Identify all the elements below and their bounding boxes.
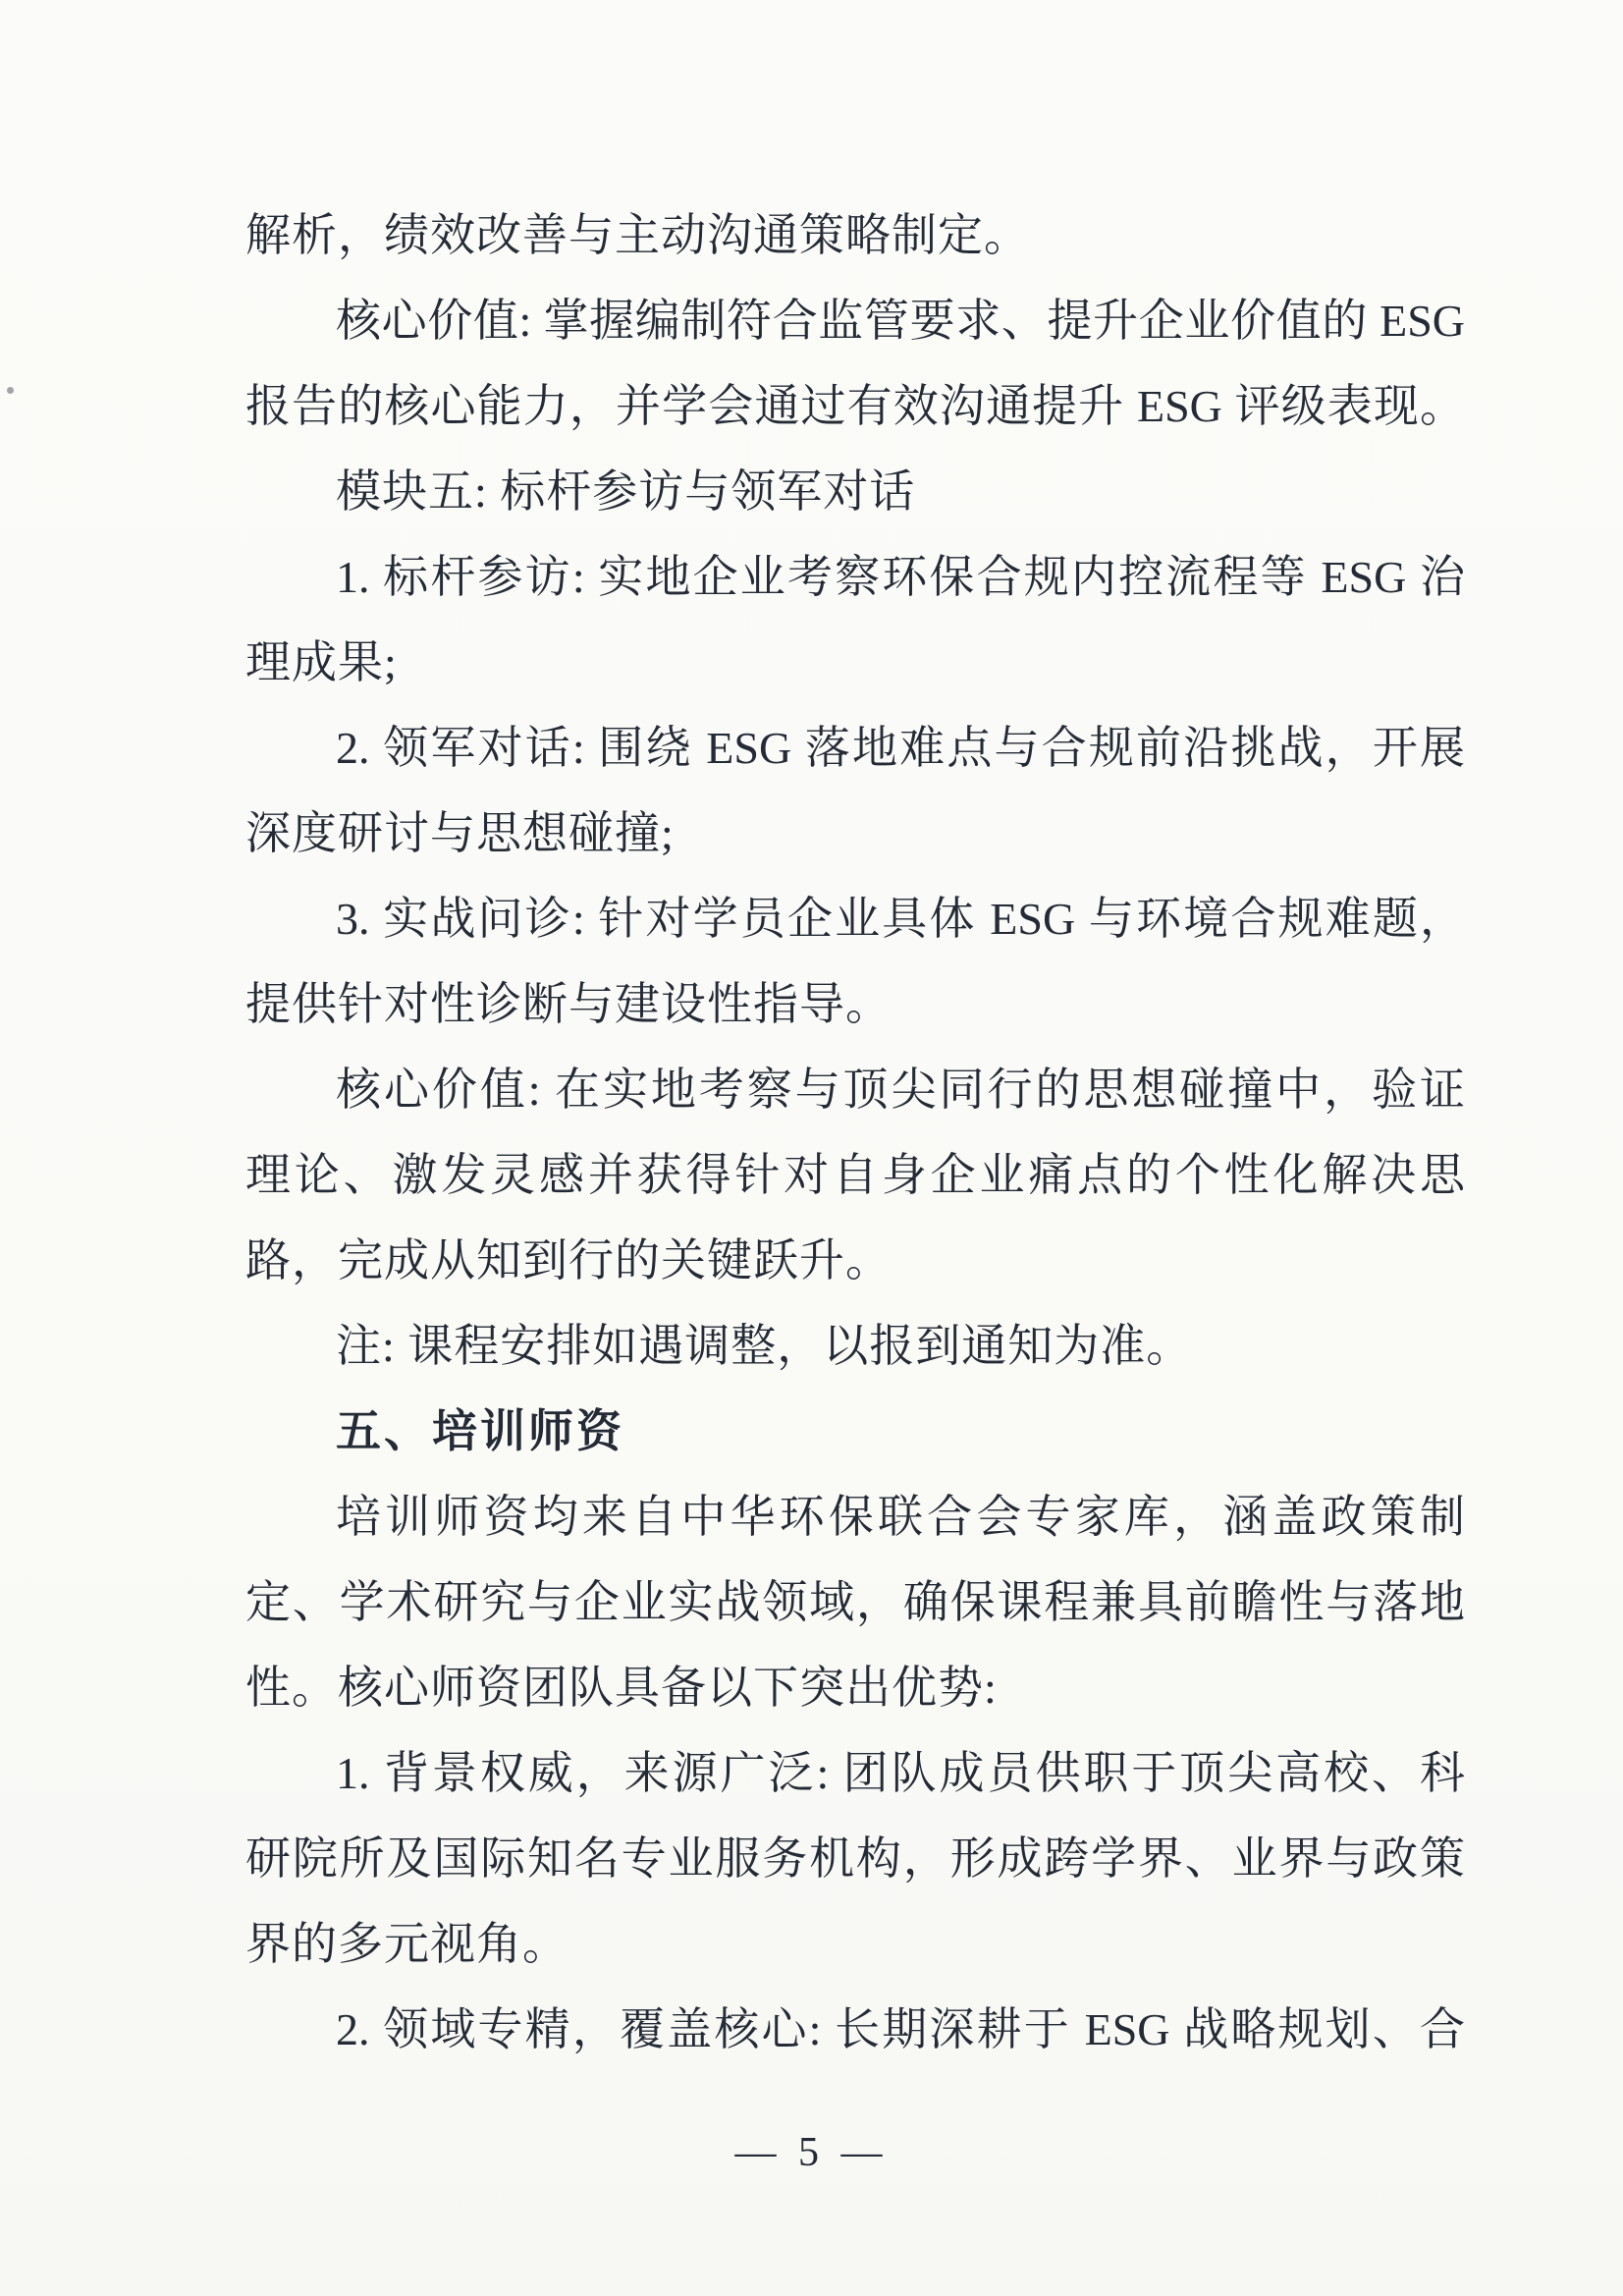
text-line: 2. 领域专精，覆盖核心: 长期深耕于 ESG 战略规划、合 — [336, 2004, 1465, 2054]
section-heading: 五、培训师资 — [336, 1406, 624, 1456]
page-number: — 5 — — [734, 2130, 889, 2175]
text-line: 研院所及国际知名专业服务机构，形成跨学界、业界与政策 — [245, 1833, 1465, 1884]
text-line: 1. 背景权威，来源广泛: 团队成员供职于顶尖高校、科 — [336, 1748, 1465, 1798]
text-line: 解析，绩效改善与主动沟通策略制定。 — [245, 210, 1030, 260]
text-line: 培训师资均来自中华环保联合会专家库，涵盖政策制 — [336, 1492, 1465, 1542]
text-line: 深度研讨与思想碰撞; — [245, 808, 675, 858]
scan-speck — [7, 387, 14, 394]
text-line: 3. 实战问诊: 针对学员企业具体 ESG 与环境合规难题， — [336, 894, 1465, 944]
text-line: 核心价值: 在实地考察与顶尖同行的思想碰撞中，验证 — [336, 1065, 1465, 1115]
text-line: 核心价值: 掌握编制符合监管要求、提升企业价值的 ESG — [336, 296, 1465, 346]
text-line: 界的多元视角。 — [245, 1919, 568, 1969]
text-line: 定、学术研究与企业实战领域，确保课程兼具前瞻性与落地 — [245, 1577, 1465, 1627]
text-line: 理论、激发灵感并获得针对自身企业痛点的个性化解决思 — [245, 1150, 1465, 1200]
text-line: 2. 领军对话: 围绕 ESG 落地难点与合规前沿挑战，开展 — [336, 723, 1465, 773]
text-line: 1. 标杆参访: 实地企业考察环保合规内控流程等 ESG 治 — [336, 552, 1465, 602]
document-text-block — [245, 192, 1465, 2072]
text-line: 路，完成从知到行的关键跃升。 — [245, 1235, 892, 1285]
text-line: 报告的核心能力，并学会通过有效沟通提升 ESG 评级表现。 — [245, 381, 1465, 431]
text-line: 模块五: 标杆参访与领军对话 — [336, 466, 916, 517]
text-line: 理成果; — [245, 637, 398, 687]
text-line: 提供针对性诊断与建设性指导。 — [245, 979, 892, 1029]
text-line: 性。核心师资团队具备以下突出优势: — [245, 1663, 998, 1713]
text-line: 注: 课程安排如遇调整，以报到通知为准。 — [336, 1321, 1193, 1371]
